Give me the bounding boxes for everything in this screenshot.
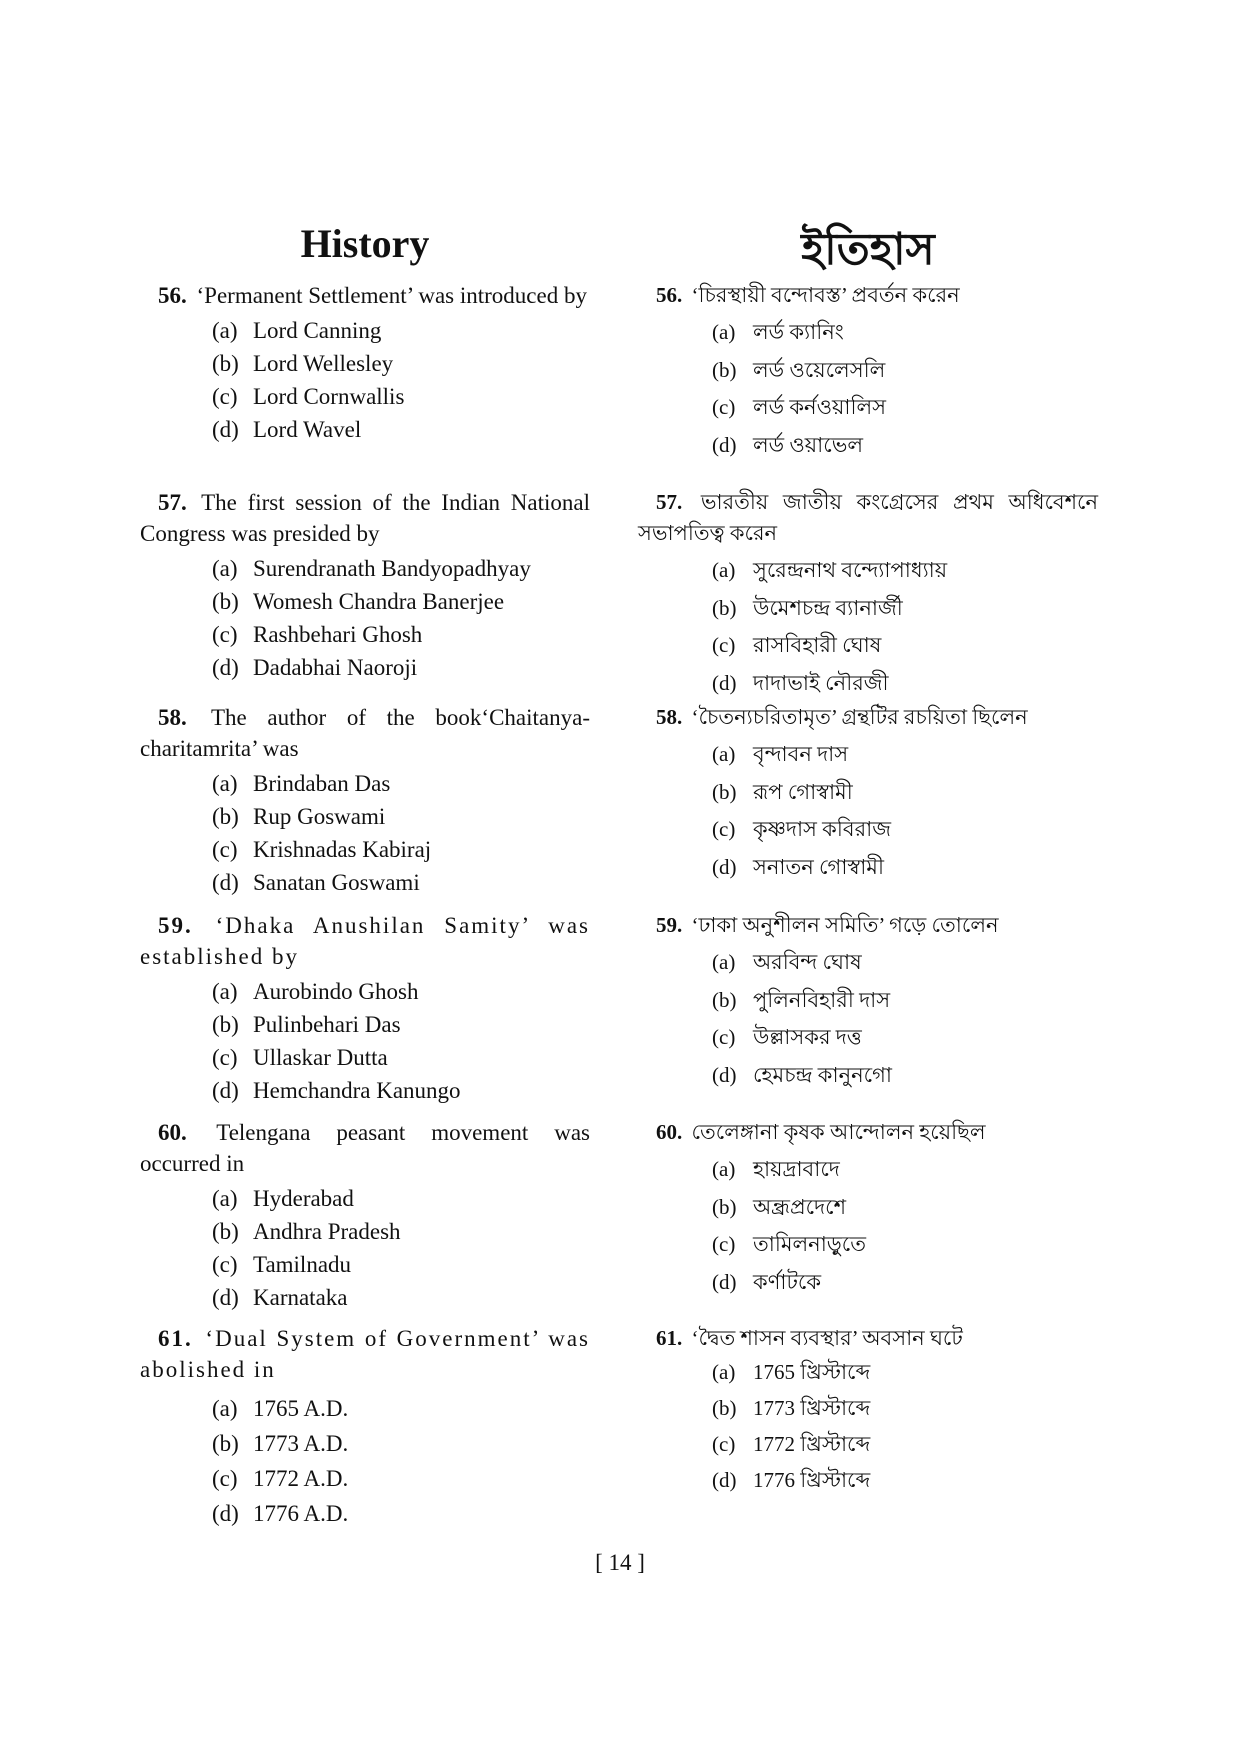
question-57-bn [638,487,1098,702]
question-stem [140,910,590,972]
question-stem [638,910,1098,941]
question-58-en [140,702,590,899]
option-text: Rashbehari Ghosh [253,622,423,647]
question-text: The first session of the Indian National Congress was presided by [140,490,590,546]
option-c [712,1426,1098,1462]
options-list [638,944,1098,1094]
question-number: 60. [656,1120,683,1144]
option-text: তামিলনাড়ুতে [753,1232,866,1256]
option-text: বৃন্দাবন দাস [753,742,849,766]
option-label: (d) [712,670,737,695]
question-text: ‘চিরস্থায়ী বন্দোবস্ত’ প্রবর্তন করেন [691,283,960,307]
options-list [638,314,1098,464]
option-a [212,314,590,347]
option-d [212,1281,590,1314]
question-text: The author of the book‘Chaitanya-charitamrita’ was [140,705,590,761]
option-b [212,1008,590,1041]
option-label: (a) [212,771,238,796]
option-text: লর্ড ওয়াভেল [753,432,864,457]
question-number: 56. [656,283,683,307]
option-label: (b) [712,1194,737,1219]
question-text: ‘চৈতন্যচরিতামৃত’ গ্রন্থটির রচয়িতা ছিলেন [691,705,1028,729]
question-stem [140,1323,590,1385]
option-text: লর্ড কর্নওয়ালিস [753,395,887,419]
option-text: 1773 খ্রিস্টাব্দে [753,1396,871,1420]
option-text: Lord Canning [253,318,382,343]
option-text: অরবিন্দ ঘোষ [753,950,862,974]
option-text: Krishnadas Kabiraj [253,837,432,862]
option-label: (c) [712,633,736,657]
option-text: সনাতন গোস্বামী [753,854,884,879]
options-list [140,767,590,899]
option-label: (c) [712,1432,736,1456]
option-text: 1772 A.D. [253,1466,349,1491]
option-label: (c) [212,1252,238,1277]
option-label: (a) [712,1157,736,1181]
option-label: (b) [212,351,239,376]
option-c [212,380,590,413]
option-a [212,975,590,1008]
question-number: 58. [656,705,683,729]
question-number: 60. [158,1120,187,1145]
option-b [212,800,590,833]
option-c [212,1248,590,1281]
option-label: (d) [212,870,239,895]
question-text: ‘Dual System of Government’ was abolished in [140,1326,591,1382]
option-b [212,1215,590,1248]
option-label: (d) [212,417,239,442]
options-list [140,1391,590,1531]
option-label: (c) [712,817,736,841]
option-b [712,352,1098,390]
options-list [140,552,590,684]
option-b [712,1390,1098,1426]
option-c [212,833,590,866]
option-text: 1776 খ্রিস্টাব্দে [753,1468,871,1492]
question-stem [140,280,590,311]
question-number: 61. [656,1326,683,1350]
question-stem [638,280,1098,311]
option-text: লর্ড ক্যানিং [753,320,844,344]
option-c [212,1461,590,1496]
question-number: 59. [656,913,683,937]
option-text: হায়দ্রাবাদে [753,1157,840,1181]
option-text: Lord Wavel [253,417,362,442]
option-d [712,1264,1098,1302]
question-61-en [140,1323,590,1531]
question-stem [638,1117,1098,1148]
option-text: অন্ধ্রপ্রদেশে [753,1194,847,1219]
option-label: (a) [712,558,736,582]
option-text: Womesh Chandra Banerjee [253,589,505,614]
option-label: (b) [212,804,239,829]
question-stem [140,1117,590,1179]
options-list [638,552,1098,702]
option-text: Andhra Pradesh [253,1219,401,1244]
option-label: (b) [712,779,737,804]
option-a [712,736,1098,774]
option-text: উল্লাসকর দত্ত [753,1025,862,1049]
option-text: 1773 A.D. [253,1431,349,1456]
english-section-title: History [300,221,430,266]
options-list [140,314,590,446]
option-d [212,866,590,899]
question-text: ‘Dhaka Anushilan Samity’ was established by [140,913,591,969]
question-60-bn [638,1117,1098,1301]
option-label: (b) [212,589,239,614]
option-label: (a) [712,950,736,974]
option-label: (c) [212,837,238,862]
option-label: (d) [712,432,737,457]
option-label: (c) [712,1232,736,1256]
option-text: দাদাভাই নৌরজী [753,670,889,695]
option-text: রাসবিহারী ঘোষ [753,633,882,657]
option-label: (d) [212,655,239,680]
question-number: 58. [158,705,187,730]
question-58-bn [638,702,1098,886]
option-a [712,552,1098,590]
option-label: (a) [712,742,736,766]
option-label: (b) [712,987,737,1012]
option-c [212,618,590,651]
question-stem [140,487,590,549]
option-text: Brindaban Das [253,771,391,796]
option-label: (d) [712,854,737,879]
bengali-section-title: ইতিহাস [801,225,935,274]
question-number: 59. [158,913,193,938]
option-a [712,314,1098,352]
question-text: ‘দ্বৈত শাসন ব্যবস্থার’ অবসান ঘটে [691,1326,963,1350]
question-text: ‘Permanent Settlement’ was introduced by [196,283,587,308]
question-stem [638,702,1098,733]
option-c [212,1041,590,1074]
option-label: (c) [212,622,238,647]
question-stem [140,702,590,764]
option-text: হেমচন্দ্র কানুনগো [753,1062,892,1087]
option-text: লর্ড ওয়েলেসলি [753,357,886,382]
option-label: (b) [212,1012,239,1037]
option-label: (a) [212,1396,238,1421]
option-d [212,413,590,446]
option-text: সুরেন্দ্রনাথ বন্দ্যোপাধ্যায় [753,558,948,582]
option-label: (b) [712,357,737,382]
question-number: 57. [656,490,683,514]
option-label: (d) [712,1269,737,1294]
option-label: (a) [212,556,238,581]
option-text: 1765 A.D. [253,1396,349,1421]
option-text: Ullaskar Dutta [253,1045,388,1070]
option-b [712,982,1098,1020]
option-text: Hyderabad [253,1186,354,1211]
question-57-en [140,487,590,684]
option-label: (a) [212,318,238,343]
option-c [712,1226,1098,1264]
option-label: (a) [712,1360,736,1384]
options-list [140,1182,590,1314]
option-a [212,552,590,585]
question-59-bn [638,910,1098,1094]
option-label: (b) [212,1431,239,1456]
question-text: ‘ঢাকা অনুশীলন সমিতি’ গড়ে তোলেন [691,913,999,937]
options-list [140,975,590,1107]
option-c [712,389,1098,427]
option-d [212,651,590,684]
option-text: Tamilnadu [253,1252,352,1277]
option-label: (d) [712,1468,737,1492]
question-56-bn [638,280,1098,464]
option-d [712,849,1098,887]
question-61-bn [638,1323,1098,1498]
option-label: (d) [212,1501,239,1526]
option-label: (a) [712,320,736,344]
option-label: (c) [712,395,736,419]
option-d [712,665,1098,703]
option-b [712,1189,1098,1227]
option-d [212,1496,590,1531]
question-59-en [140,910,590,1107]
option-b [212,1426,590,1461]
page-number: [ 14 ] [595,1550,645,1575]
option-text: Dadabhai Naoroji [253,655,418,680]
option-d [212,1074,590,1107]
option-label: (c) [212,1466,238,1491]
option-text: কৃষ্ণদাস কবিরাজ [753,817,891,841]
option-a [712,1151,1098,1189]
question-stem [638,1323,1098,1354]
question-number: 56. [158,283,187,308]
option-text: উমেশচন্দ্র ব্যানার্জী [753,595,903,620]
question-text: Telengana peasant movement was occurred in [140,1120,590,1176]
option-label: (c) [712,1025,736,1049]
option-a [212,1182,590,1215]
option-text: 1776 A.D. [253,1501,349,1526]
option-label: (b) [212,1219,239,1244]
question-number: 57. [158,490,187,515]
option-text: Lord Wellesley [253,351,394,376]
options-list [638,736,1098,886]
option-label: (d) [212,1078,239,1103]
option-d [712,427,1098,465]
option-c [712,811,1098,849]
option-text: Aurobindo Ghosh [253,979,419,1004]
option-text: Lord Cornwallis [253,384,405,409]
option-text: Hemchandra Kanungo [253,1078,461,1103]
question-text: তেলেঙ্গানা কৃষক আন্দোলন হয়েছিল [691,1120,986,1144]
option-a [212,1391,590,1426]
option-label: (c) [212,1045,238,1070]
option-c [712,1019,1098,1057]
options-list [638,1354,1098,1498]
option-text: Pulinbehari Das [253,1012,401,1037]
option-a [712,1354,1098,1390]
option-d [712,1057,1098,1095]
option-label: (b) [712,1396,737,1420]
option-label: (d) [712,1062,737,1087]
option-b [712,774,1098,812]
options-list [638,1151,1098,1301]
option-b [712,590,1098,628]
option-text: পুলিনবিহারী দাস [753,987,891,1012]
question-56-en [140,280,590,446]
option-text: Rup Goswami [253,804,386,829]
option-label: (c) [212,384,238,409]
option-text: Sanatan Goswami [253,870,420,895]
question-text: ভারতীয় জাতীয় কংগ্রেসের প্রথম অধিবেশনে সভাপতিত্ব করেন [638,490,1098,545]
option-text: 1772 খ্রিস্টাব্দে [753,1432,871,1456]
option-c [712,627,1098,665]
option-label: (a) [212,979,238,1004]
option-text: Karnataka [253,1285,348,1310]
option-a [712,944,1098,982]
option-label: (b) [712,595,737,620]
option-label: (a) [212,1186,238,1211]
option-b [212,347,590,380]
option-text: রূপ গোস্বামী [753,779,853,804]
option-text: কর্ণাটকে [753,1269,822,1294]
option-d [712,1462,1098,1498]
question-stem [638,487,1098,549]
option-text: Surendranath Bandyopadhyay [253,556,531,581]
question-60-en [140,1117,590,1314]
option-a [212,767,590,800]
option-label: (d) [212,1285,239,1310]
question-number: 61. [158,1326,193,1351]
option-b [212,585,590,618]
option-text: 1765 খ্রিস্টাব্দে [753,1360,871,1384]
